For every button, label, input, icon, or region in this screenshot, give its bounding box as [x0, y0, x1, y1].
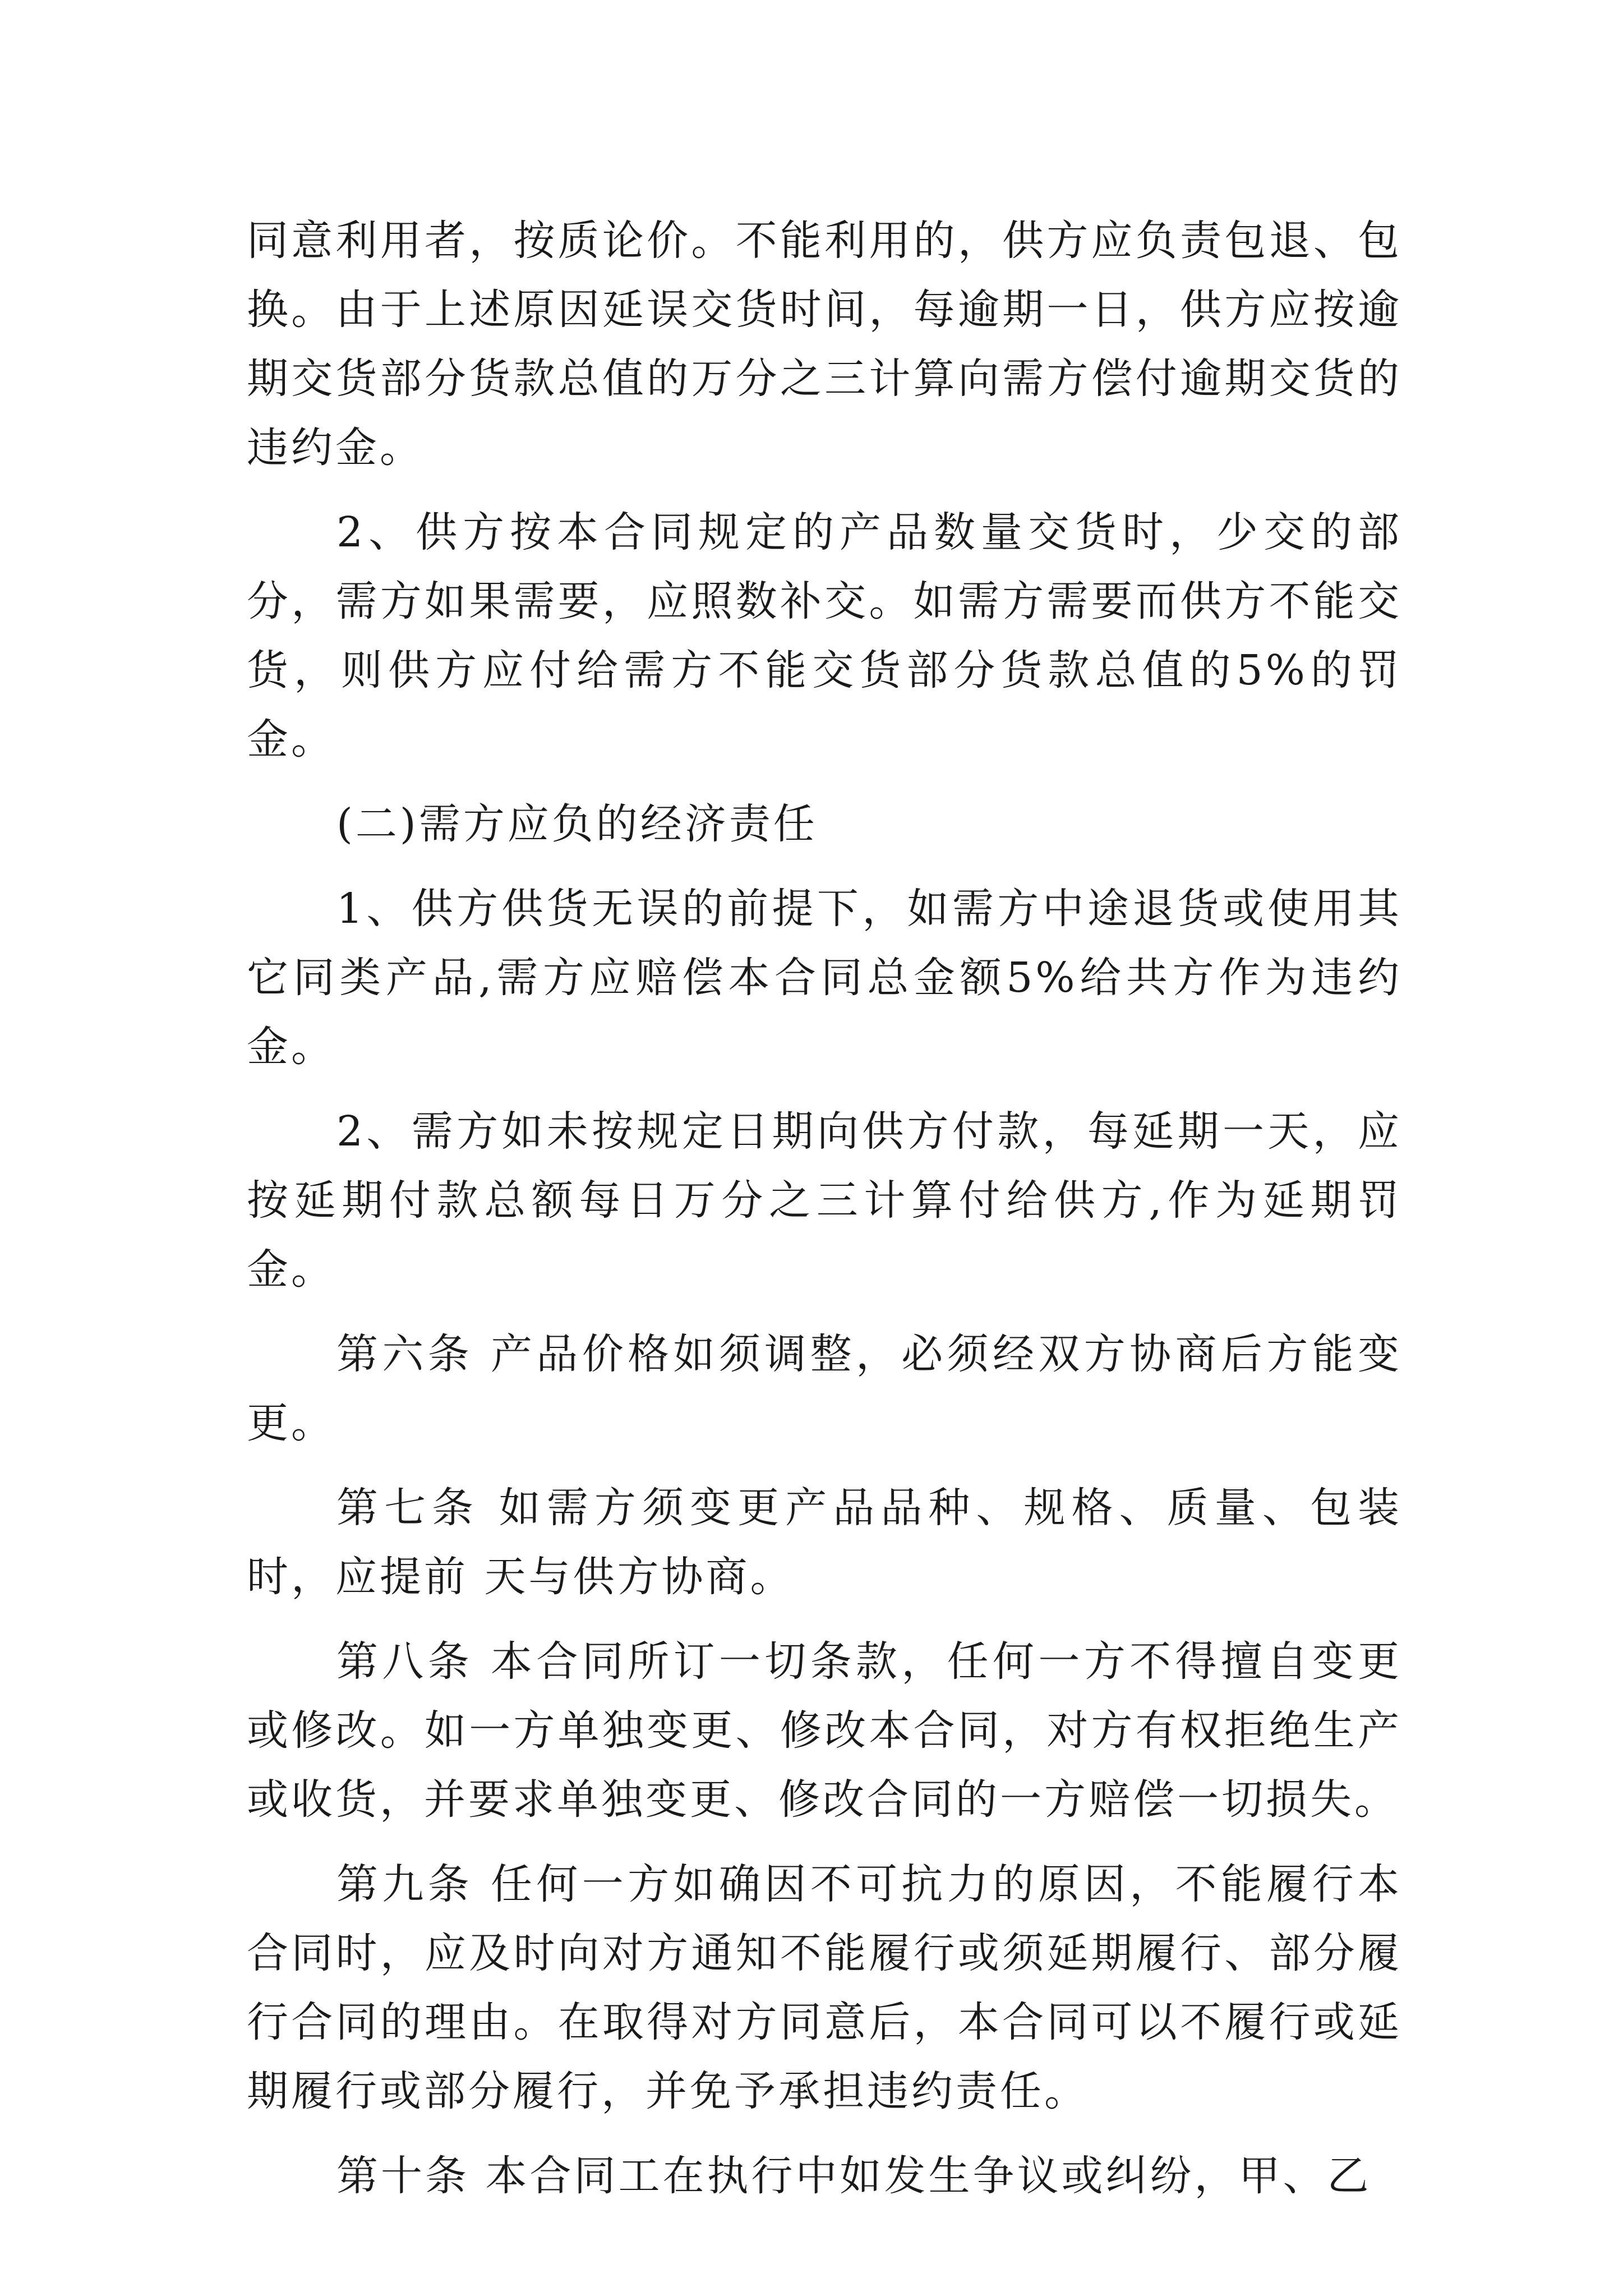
article-6: 第六条 产品价格如须调整，必须经双方协商后方能变更。	[247, 1330, 1402, 1447]
paragraph-continuation: 同意利用者，按质论价。不能利用的，供方应负责包退、包换。由于上述原因延误交货时间，每逾期一日，供方应按逾期交货部分货款总值的万分之三计算向需方偿付逾期交货的违约金。	[247, 217, 1402, 472]
article-9: 第九条 任何一方如确因不可抗力的原因，不能履行本合同时，应及时向对方通知不能履行或须延期履行、部分履行合同的理由。在取得对方同意后，本合同可以不履行或延期履行或部分履行，并免予承担违约责任。	[247, 1860, 1402, 2115]
paragraph-buyer-return: 1、供方供货无误的前提下，如需方中途退货或使用其它同类产品,需方应赔偿本合同总金额5%给共方作为违约金。	[247, 885, 1402, 1071]
document-body	[247, 206, 1402, 2211]
article-8: 第八条 本合同所订一切条款，任何一方不得擅自变更或修改。如一方单独变更、修改本合同，对方有权拒绝生产或收货，并要求单独变更、修改合同的一方赔偿一切损失。	[247, 1637, 1402, 1824]
paragraph-supplier-quantity: 2、供方按本合同规定的产品数量交货时，少交的部分，需方如果需要，应照数补交。如需方需要而供方不能交货，则供方应付给需方不能交货部分货款总值的5%的罚金。	[247, 508, 1402, 763]
article-7: 第七条 如需方须变更产品品种、规格、质量、包装时，应提前 天与供方协商。	[247, 1484, 1402, 1601]
paragraph-buyer-late-payment: 2、需方如未按规定日期向供方付款，每延期一天，应按延期付款总额每日万分之三计算付给供方,作为延期罚金。	[247, 1107, 1402, 1294]
section-heading-buyer-liability: (二)需方应负的经济责任	[336, 800, 818, 848]
article-10: 第十条 本合同工在执行中如发生争议或纠纷，甲、乙	[336, 2152, 1372, 2200]
